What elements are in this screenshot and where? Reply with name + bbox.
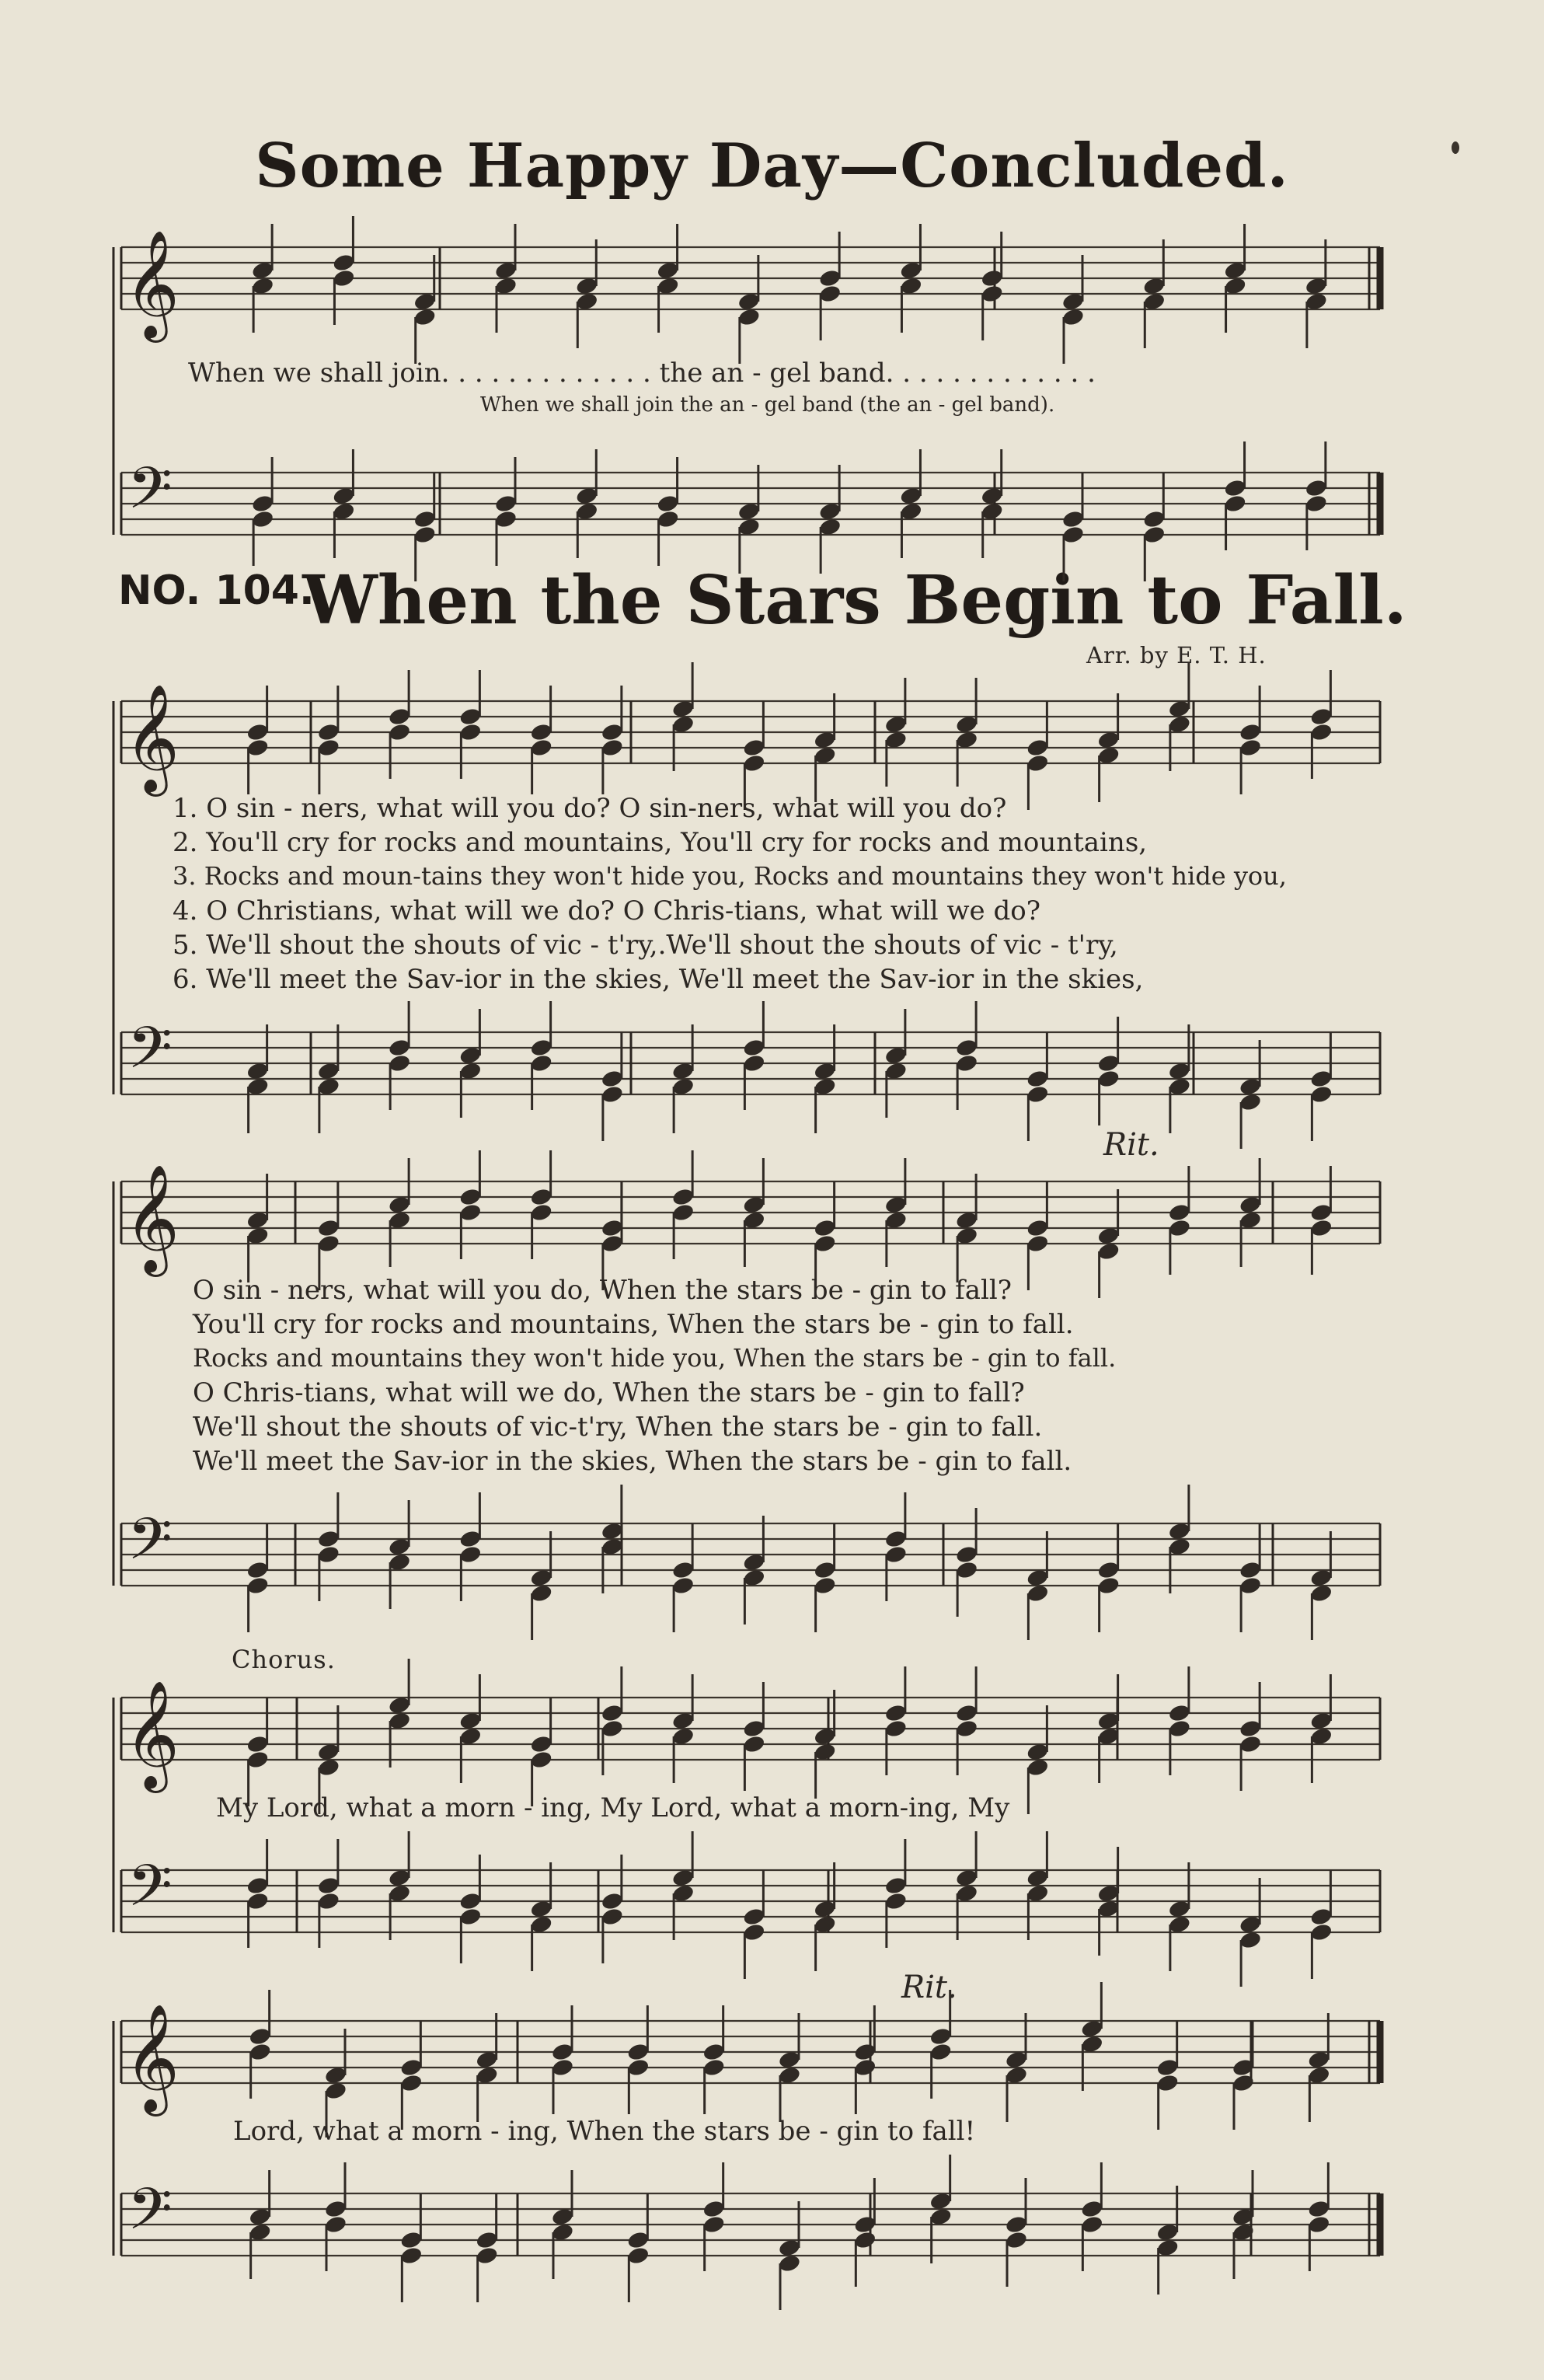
verse-2-line-b: You'll cry for rocks and mountains, When the stars be - gin to fall. — [193, 1309, 1074, 1340]
chorus-label: Chorus. — [232, 1645, 336, 1674]
verse-3-line-b: Rocks and mountains they won't hide you, When the stars be - gin to fall. — [193, 1343, 1117, 1373]
concluded-lyric-echo: When we shall join the an - gel band (the an - gel band). — [480, 393, 1055, 417]
bass-clef-icon: 𝄢 — [127, 2176, 173, 2257]
treble-clef-icon: 𝄞 — [124, 1164, 179, 1272]
verse-3-line-a: 3. Rocks and moun-tains they won't hide you, Rocks and mountains they won't hide you, — [173, 861, 1287, 891]
bass-clef-icon: 𝄢 — [127, 1852, 173, 1934]
verse-1-line-b: O sin - ners, what will you do, When the stars be - gin to fall? — [193, 1275, 1012, 1306]
ritardando-mark-2: Rit. — [901, 1970, 957, 2005]
treble-clef-icon: 𝄞 — [124, 684, 179, 792]
hymn-number: NO. 104. — [118, 567, 315, 614]
treble-clef-icon: 𝄞 — [124, 2004, 179, 2112]
verse-2-line-a: 2. You'll cry for rocks and mountains, You'll cry for rocks and mountains, — [173, 827, 1148, 858]
verse-6-line-a: 6. We'll meet the Sav-ior in the skies, We'll meet the Sav-ior in the skies, — [173, 964, 1144, 995]
continued-hymn-title: Some Happy Day—Concluded. — [255, 131, 1289, 201]
ritardando-mark-1: Rit. — [1103, 1127, 1159, 1163]
verse-5-line-b: We'll shout the shouts of vic-t'ry, When the stars be - gin to fall. — [193, 1412, 1043, 1443]
verse-4-line-b: O Chris-tians, what will we do, When the stars be - gin to fall? — [193, 1377, 1025, 1408]
arranger-credit: Arr. by E. T. H. — [1086, 642, 1267, 668]
bass-clef-icon: 𝄢 — [127, 455, 173, 536]
verse-4-line-a: 4. O Christians, what will we do? O Chris-tians, what will we do? — [173, 895, 1040, 927]
verse-6-line-b: We'll meet the Sav-ior in the skies, When the stars be - gin to fall. — [193, 1446, 1072, 1477]
verse-5-line-a: 5. We'll shout the shouts of vic - t'ry,.We'll shout the shouts of vic - t'ry, — [173, 930, 1118, 961]
chorus-lyric-2: Lord, what a morn - ing, When the stars be - gin to fall! — [233, 2116, 976, 2147]
bass-clef-icon: 𝄢 — [127, 1506, 173, 1587]
hymn-title: When the Stars Begin to Fall. — [302, 561, 1407, 640]
concluded-lyric-main: When we shall join. . . . . . . . . . . . . the an - gel band. . . . . . . . . . . . . — [188, 358, 1096, 389]
verse-1-line-a: 1. O sin - ners, what will you do? O sin-ners, what will you do? — [173, 793, 1007, 824]
treble-clef-icon: 𝄞 — [124, 1680, 179, 1788]
bass-clef-icon: 𝄢 — [127, 1014, 173, 1096]
chorus-lyric-1: My Lord, what a morn - ing, My Lord, what a morn-ing, My — [216, 1792, 1010, 1823]
treble-clef-icon: 𝄞 — [124, 230, 179, 338]
